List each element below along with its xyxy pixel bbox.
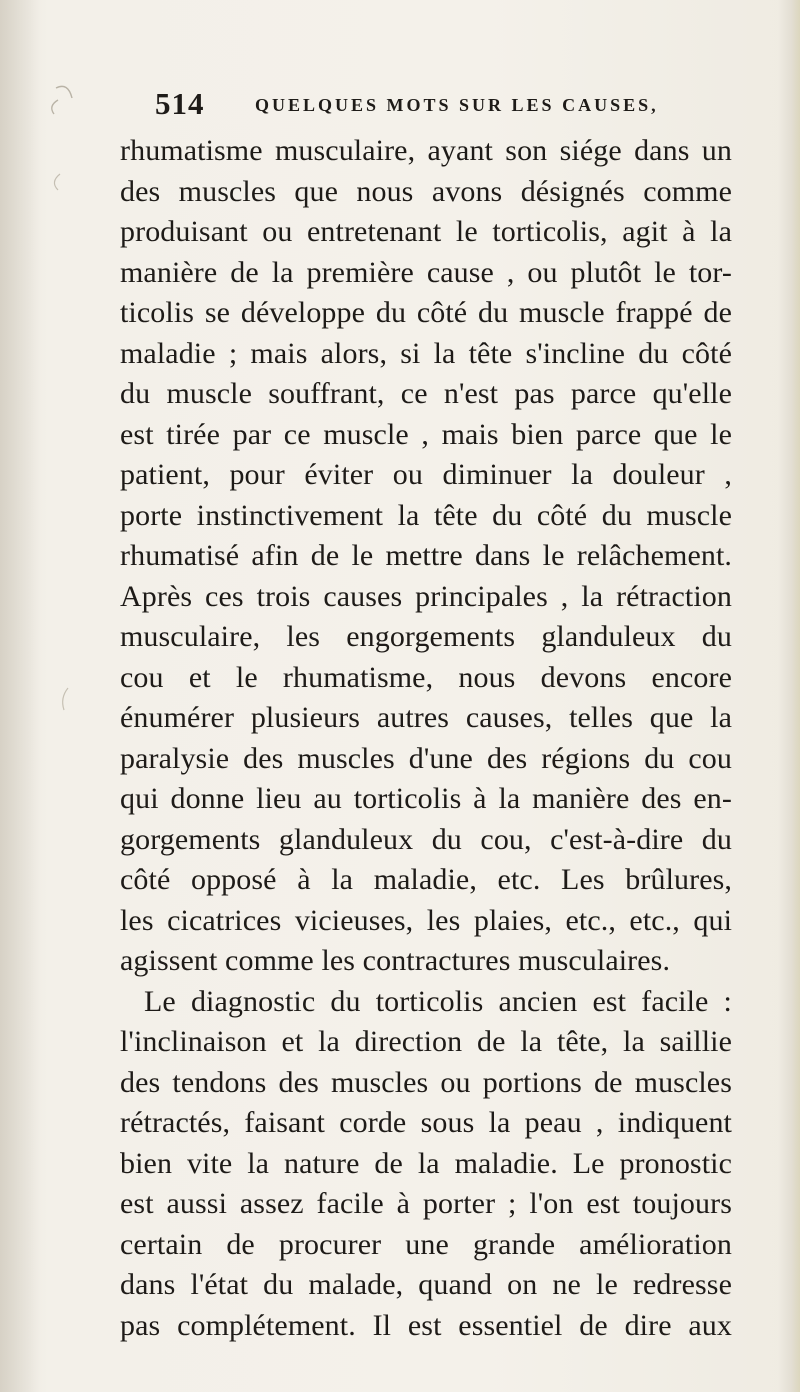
text-line: rétractés, faisant corde sous la peau , indiquent bbox=[120, 1106, 732, 1139]
text-line: produisant ou entretenant le torticolis, agit à la bbox=[120, 215, 732, 248]
text-line: du muscle souffrant, ce n'est pas parce qu'elle bbox=[120, 377, 732, 410]
text-line: rhumatisme musculaire, ayant son siége dans un bbox=[120, 134, 732, 167]
text-line: bien vite la nature de la maladie. Le pronostic bbox=[120, 1146, 732, 1180]
text-line: paralysie des muscles d'une des régions du cou bbox=[120, 741, 732, 775]
text-line: certain de procurer une grande amélioration bbox=[120, 1227, 732, 1261]
page-edge-shadow bbox=[778, 0, 800, 1392]
text-line: est aussi assez facile à porter ; l'on est toujours bbox=[120, 1187, 732, 1220]
text-line: qui donne lieu au torticolis à la manière des en- bbox=[120, 782, 732, 815]
text-line: pas complétement. Il est essentiel de dire aux bbox=[120, 1308, 732, 1342]
page-gutter-shadow bbox=[0, 0, 40, 1392]
text-line: manière de la première cause , ou plutôt le tor- bbox=[120, 255, 732, 289]
body-text bbox=[120, 131, 732, 1346]
text-line: énumérer plusieurs autres causes, telles que la bbox=[120, 701, 732, 734]
text-line: ticolis se développe du côté du muscle frappé de bbox=[120, 296, 732, 329]
text-line: Après ces trois causes principales , la rétraction bbox=[120, 579, 732, 613]
text-line: côté opposé à la maladie, etc. Les brûlures, bbox=[120, 863, 732, 896]
text-line: des tendons des muscles ou portions de muscles bbox=[120, 1065, 732, 1099]
text-line: est tirée par ce muscle , mais bien parce que le bbox=[120, 417, 732, 451]
text-line: gorgements glanduleux du cou, c'est-à-dire du bbox=[120, 822, 732, 856]
paragraph-start-line: Le diagnostic du torticolis ancien est facile : bbox=[144, 984, 732, 1018]
running-title: QUELQUES MOTS SUR LES CAUSES, bbox=[255, 95, 659, 115]
text-line: les cicatrices vicieuses, les plaies, etc., etc., qui bbox=[120, 903, 732, 937]
text-line: agissent comme les contractures musculaires. bbox=[120, 944, 671, 977]
text-line: dans l'état du malade, quand on ne le redresse bbox=[120, 1268, 732, 1301]
text-line: maladie ; mais alors, si la tête s'incline du côté bbox=[120, 336, 732, 370]
page-header bbox=[155, 86, 715, 126]
ink-bleed-marks bbox=[38, 78, 78, 718]
text-line: des muscles que nous avons désignés comme bbox=[120, 174, 732, 208]
text-line: l'inclinaison et la direction de la tête, la saillie bbox=[120, 1025, 732, 1058]
text-line: patient, pour éviter ou diminuer la douleur , bbox=[120, 458, 732, 491]
page-number: 514 bbox=[155, 86, 205, 121]
text-line: cou et le rhumatisme, nous devons encore bbox=[120, 660, 732, 694]
text-line: rhumatisé afin de le mettre dans le relâchement. bbox=[120, 539, 732, 572]
text-line: musculaire, les engorgements glanduleux du bbox=[120, 620, 732, 653]
text-line: porte instinctivement la tête du côté du muscle bbox=[120, 498, 732, 532]
